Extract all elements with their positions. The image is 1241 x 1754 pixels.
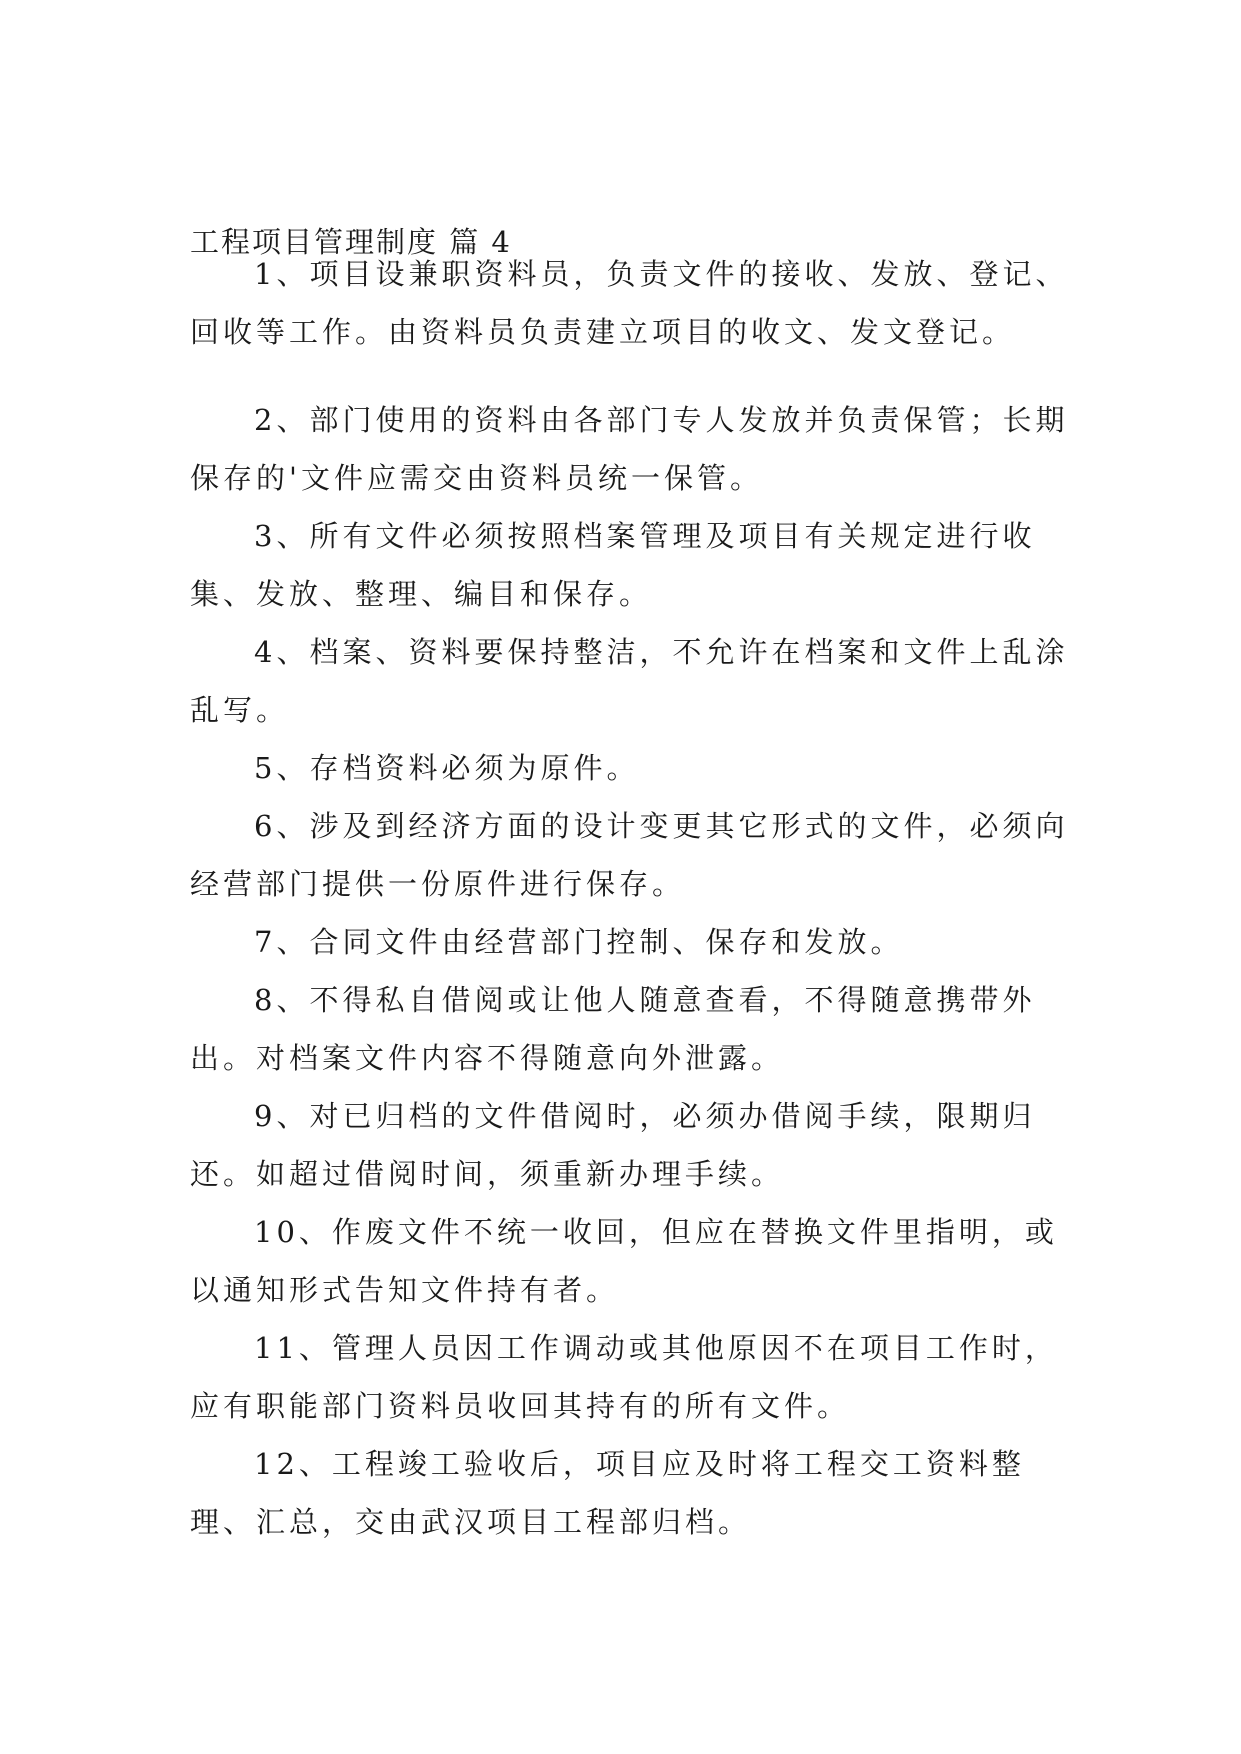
paragraph-5: 5、存档资料必须为原件。 [254, 751, 640, 785]
paragraph-4: 4、档案、资料要保持整洁，不允许在档案和文件上乱涂乱写。 [190, 635, 1069, 727]
paragraph-11: 11、管理人员因工作调动或其他原因不在项目工作时，应有职能部门资料员收回其持有的所有文件。 [190, 1331, 1058, 1423]
paragraph-10: 10、作废文件不统一收回，但应在替换文件里指明，或以通知形式告知文件持有者。 [190, 1215, 1058, 1307]
paragraph-9: 9、对已归档的文件借阅时，必须办借阅手续，限期归还。如超过借阅时间，须重新办理手续。 [190, 1099, 1036, 1191]
paragraph-12: 12、工程竣工验收后，项目应及时将工程交工资料整理、汇总，交由武汉项目工程部归档。 [190, 1447, 1025, 1539]
paragraph-7: 7、合同文件由经营部门控制、保存和发放。 [254, 925, 904, 959]
document-title: 工程项目管理制度 篇 4 [190, 225, 512, 259]
paragraph-1: 1、项目设兼职资料员，负责文件的接收、发放、登记、回收等工作。由资料员负责建立项目的收文、发文登记。 [190, 257, 1069, 349]
paragraph-3: 3、所有文件必须按照档案管理及项目有关规定进行收集、发放、整理、编目和保存。 [190, 519, 1036, 611]
paragraph-8: 8、不得私自借阅或让他人随意查看，不得随意携带外出。对档案文件内容不得随意向外泄露。 [190, 983, 1036, 1075]
paragraph-6: 6、涉及到经济方面的设计变更其它形式的文件，必须向经营部门提供一份原件进行保存。 [190, 809, 1069, 901]
paragraph-2: 2、部门使用的资料由各部门专人发放并负责保管；长期保存的'文件应需交由资料员统一保管。 [190, 403, 1069, 495]
